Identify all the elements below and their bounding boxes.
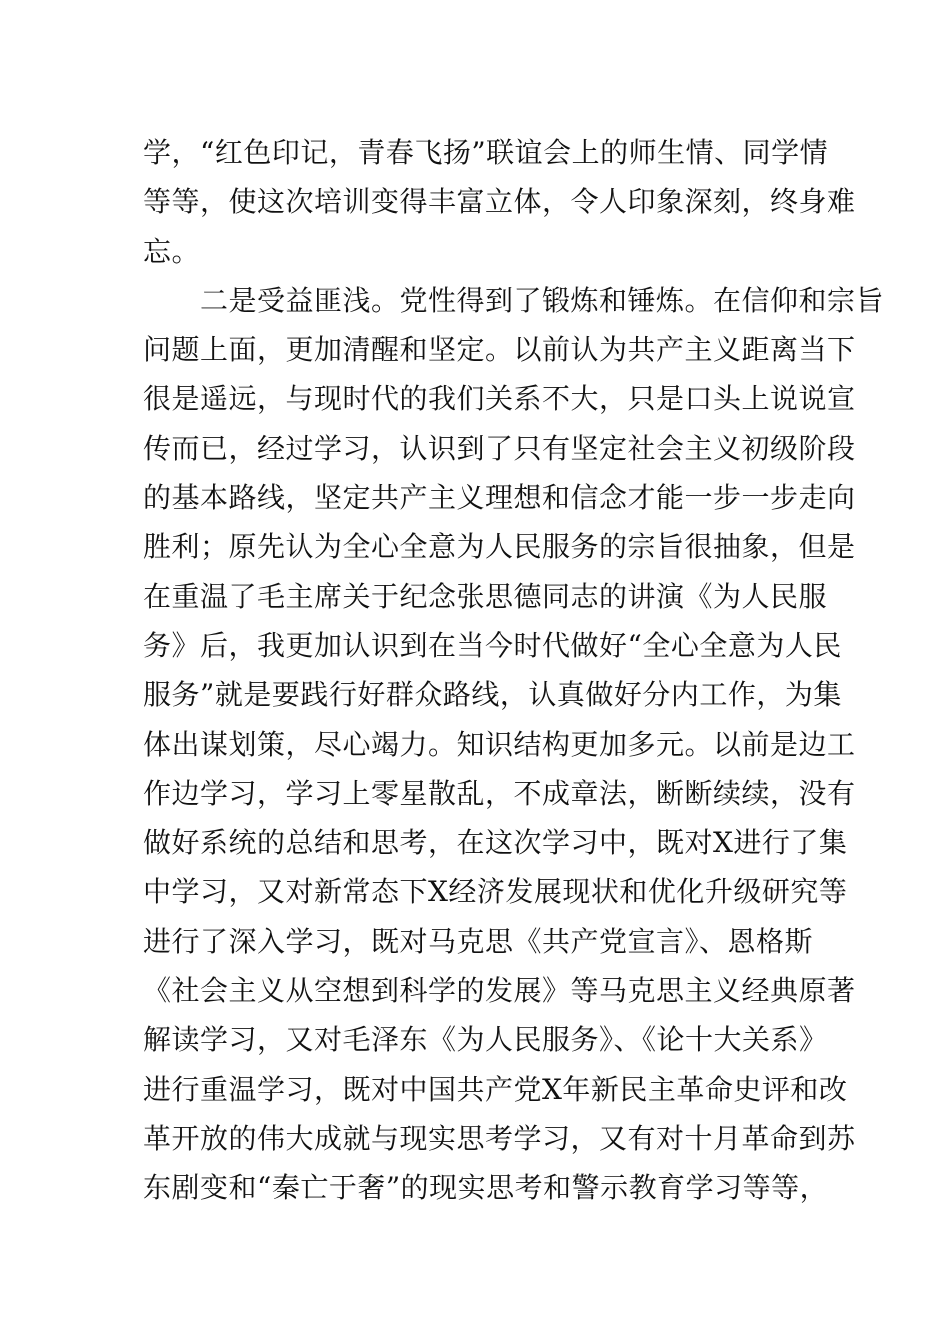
body-text — [143, 128, 885, 1213]
text-line: 忘。 — [143, 234, 201, 268]
text-line: 在重温了毛主席关于纪念张思德同志的讲演《为人民服 — [143, 579, 828, 613]
text-line: 革开放的伟大成就与现实思考学习，又有对十月革命到苏 — [143, 1121, 856, 1155]
text-line: 的基本路线，坚定共产主义理想和信念才能一步一步走向 — [143, 481, 856, 515]
text-line: 中学习，又对新常态下X经济发展现状和优化升级研究等 — [143, 875, 848, 909]
text-line: 务》后，我更加认识到在当今时代做好“全心全意为人民 — [143, 628, 842, 662]
text-line: 学，“红色印记，青春飞扬”联谊会上的师生情、同学情 — [143, 136, 829, 169]
text-line: 服务”就是要践行好群众路线，认真做好分内工作，为集 — [143, 678, 842, 712]
text-line: 进行重温学习，既对中国共产党X年新民主革命史评和改 — [143, 1072, 848, 1106]
text-line: 东剧变和“秦亡于奢”的现实思考和警示教育学习等等， — [143, 1171, 829, 1205]
text-line: 问题上面，更加清醒和坚定。以前认为共产主义距离当下 — [143, 333, 856, 367]
text-line: 解读学习，又对毛泽东《为人民服务》、《论十大关系》 — [143, 1023, 828, 1057]
text-line: 《社会主义从空想到科学的发展》等马克思主义经典原著 — [143, 974, 856, 1008]
text-line: 作边学习，学习上零星散乱，不成章法，断断续续，没有 — [143, 776, 856, 810]
text-line: 等等，使这次培训变得丰富立体，令人印象深刻，终身难 — [143, 185, 856, 219]
text-line: 很是遥远，与现时代的我们关系不大，只是口头上说说宣 — [143, 382, 856, 416]
text-line: 传而已，经过学习，认识到了只有坚定社会主义初级阶段 — [143, 431, 856, 465]
text-line: 做好系统的总结和思考，在这次学习中，既对X进行了集 — [143, 826, 848, 860]
text-line: 体出谋划策，尽心竭力。知识结构更加多元。以前是边工 — [143, 727, 856, 761]
paragraph-start-line: 二是受益匪浅。党性得到了锻炼和锤炼。在信仰和宗旨 — [143, 283, 885, 317]
text-line: 胜利；原先认为全心全意为人民服务的宗旨很抽象，但是 — [143, 530, 856, 564]
text-line: 进行了深入学习，既对马克思《共产党宣言》、恩格斯 — [143, 924, 814, 958]
